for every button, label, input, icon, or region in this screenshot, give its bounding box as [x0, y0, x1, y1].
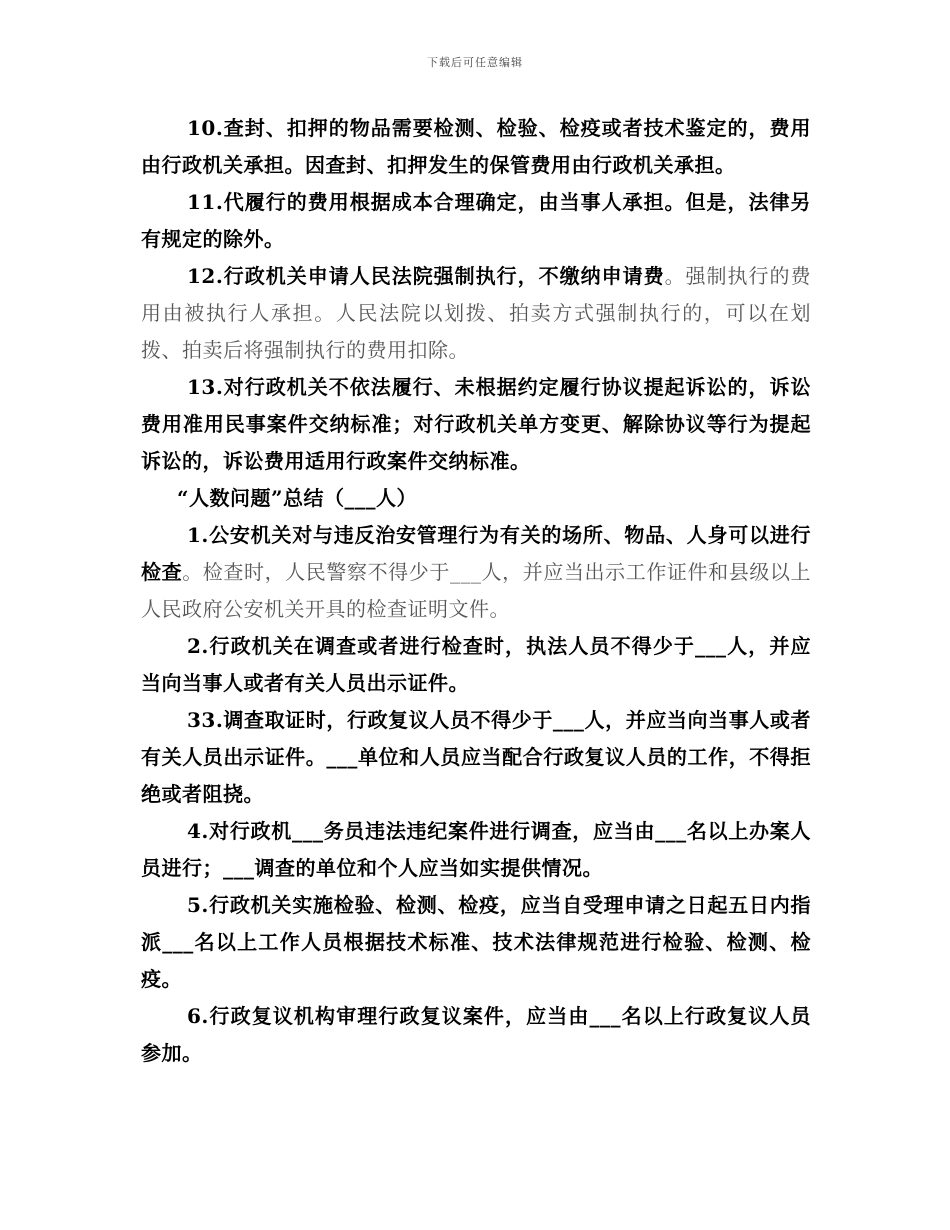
- question-5: [141, 887, 811, 998]
- section-title: [141, 480, 811, 517]
- paragraph-text-bold: 10.查封、扣押的物品需要检测、检验、检疫或者技术鉴定的，费用由行政机关承担。因查封、扣押发生的保管费用由行政机关承担。: [141, 116, 811, 177]
- paragraph-text-bold: 33.调查取证时，行政复议人员不得少于___人，并应当向当事人或者有关人员出示证件。___单位和人员应当配合行政复议人员的工作，不得拒绝或者阻挠。: [141, 708, 811, 806]
- section-title-text: “人数问题”总结（___人）: [177, 486, 418, 510]
- paragraph-text-normal: 。强制执行的费用由被执行人承担。人民法院以划拨、拍卖方式强制执行的，可以在划拨、拍卖后将强制执行的费用扣除。: [141, 264, 811, 362]
- page-header: 下载后可任意编辑: [427, 56, 523, 69]
- question-4: [141, 813, 811, 887]
- paragraph-11: [141, 184, 811, 258]
- document-body: [141, 110, 811, 1072]
- paragraph-text-bold: 12.行政机关申请人民法院强制执行，不缴纳申请费: [187, 264, 665, 288]
- paragraph-text-bold: 1.公安机关对与违反治安管理行为有关的场所、物品、人身可以进行检查: [141, 523, 811, 584]
- paragraph-text-bold: 13.对行政机关不依法履行、未根据约定履行协议提起诉讼的，诉讼费用准用民事案件交纳标准；对行政机关单方变更、解除协议等行为提起诉讼的，诉讼费用适用行政案件交纳标准。: [141, 375, 811, 473]
- paragraph-text-bold: 2.行政机关在调查或者进行检查时，执法人员不得少于___人，并应当向当事人或者有关人员出示证件。: [141, 634, 811, 695]
- paragraph-10: [141, 110, 811, 184]
- question-2: [141, 628, 811, 702]
- question-6: [141, 998, 811, 1072]
- paragraph-text-bold: 11.代履行的费用根据成本合理确定，由当事人承担。但是，法律另有规定的除外。: [141, 190, 811, 251]
- paragraph-text-bold: 5.行政机关实施检验、检测、检疫，应当自受理申请之日起五日内指派___名以上工作人员根据技术标准、技术法律规范进行检验、检测、检疫。: [141, 893, 811, 991]
- paragraph-text-bold: 6.行政复议机构审理行政复议案件，应当由___名以上行政复议人员参加。: [141, 1004, 811, 1065]
- paragraph-text-normal: 。检查时，人民警察不得少于___人，并应当出示工作证件和县级以上人民政府公安机关开具的检查证明文件。: [141, 560, 812, 621]
- paragraph-12: [141, 258, 811, 369]
- question-1: [141, 517, 811, 628]
- paragraph-13: [141, 369, 811, 480]
- paragraph-text-bold: 4.对行政机___务员违法违纪案件进行调查，应当由___名以上办案人员进行；___调查的单位和个人应当如实提供情况。: [141, 819, 811, 880]
- question-3: [141, 702, 811, 813]
